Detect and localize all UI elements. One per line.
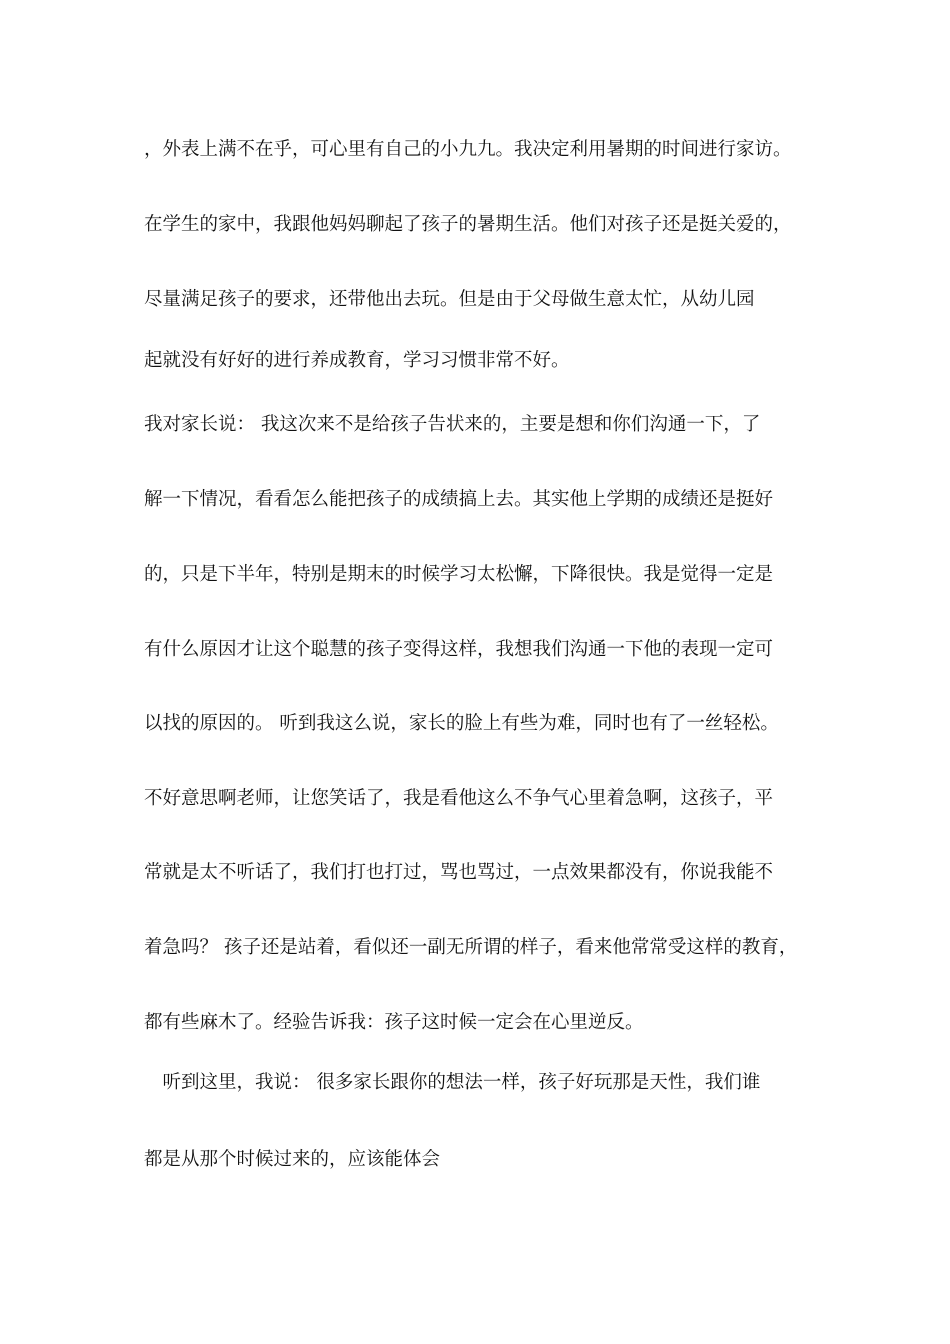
text-line: 都是从那个时候过来的，应该能体会: [144, 1149, 441, 1170]
text-line: 常就是太不听话了，我们打也打过，骂也骂过，一点效果都没有，你说我能不: [144, 862, 774, 883]
text-line: 不好意思啊老师，让您笑话了，我是看他这么不争气心里着急啊，这孩子，平: [144, 788, 774, 809]
text-line: 都有些麻木了。经验告诉我：孩子这时候一定会在心里逆反。: [144, 1012, 644, 1033]
text-line: 的，只是下半年，特别是期末的时候学习太松懈，下降很快。我是觉得一定是: [144, 564, 774, 585]
text-line: 着急吗？ 孩子还是站着，看似还一副无所谓的样子，看来他常常受这样的教育，: [144, 937, 798, 958]
text-line: 解一下情况，看看怎么能把孩子的成绩搞上去。其实他上学期的成绩还是挺好: [144, 489, 774, 510]
text-line: 我对家长说： 我这次来不是给孩子告状来的，主要是想和你们沟通一下，了: [144, 414, 761, 435]
text-line: 听到这里，我说： 很多家长跟你的想法一样，孩子好玩那是天性，我们谁: [144, 1072, 761, 1093]
text-line: 尽量满足孩子的要求，还带他出去玩。但是由于父母做生意太忙，从幼儿园: [144, 289, 755, 310]
text-line: 起就没有好好的进行养成教育，学习习惯非常不好。: [144, 350, 570, 371]
text-line: 在学生的家中，我跟他妈妈聊起了孩子的暑期生活。他们对孩子还是挺关爱的，: [144, 214, 792, 235]
text-line: ，外表上满不在乎，可心里有自己的小九九。我决定利用暑期的时间进行家访。: [144, 139, 792, 160]
text-line: 有什么原因才让这个聪慧的孩子变得这样，我想我们沟通一下他的表现一定可: [144, 639, 774, 660]
text-line: 以找的原因的。 听到我这么说，家长的脸上有些为难，同时也有了一丝轻松。: [144, 713, 779, 734]
